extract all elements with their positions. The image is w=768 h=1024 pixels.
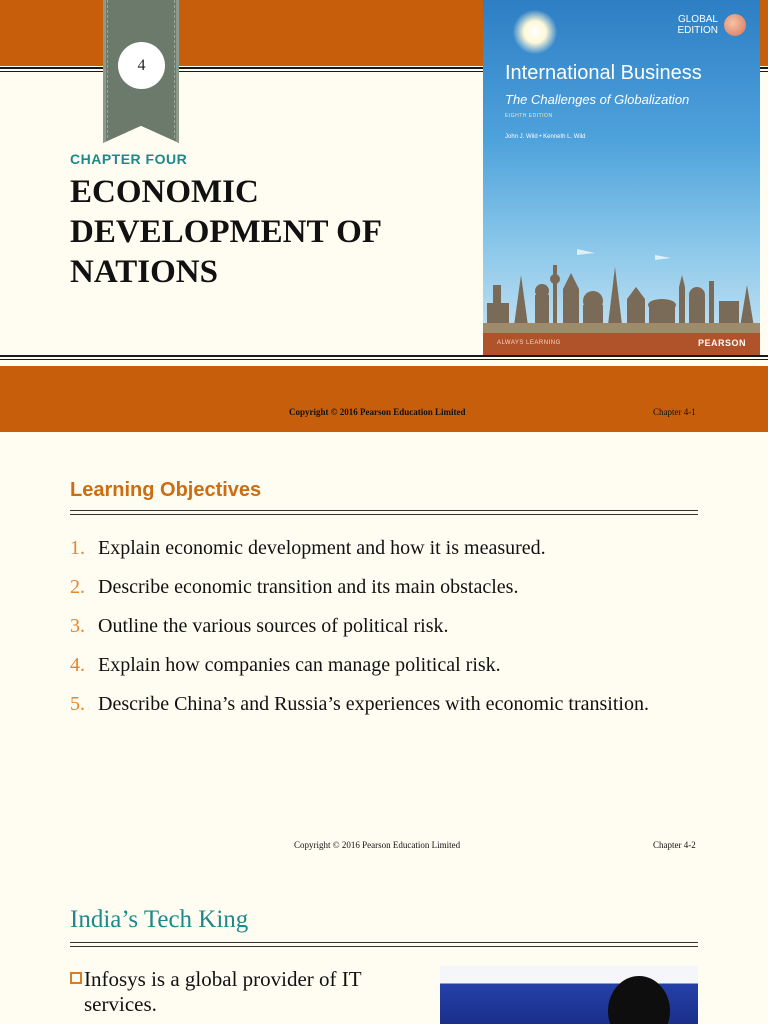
chapter-title	[70, 172, 470, 292]
copyright-text: Copyright © 2016 Pearson Education Limited	[289, 407, 466, 417]
book-cover-image	[483, 0, 760, 355]
publisher-logo: PEARSON	[697, 338, 746, 348]
list-number: 3.	[70, 615, 85, 637]
title-underline	[70, 942, 698, 947]
list-number: 5.	[70, 693, 85, 715]
chapter-label: CHAPTER FOUR	[70, 151, 188, 167]
list-item	[70, 653, 700, 677]
list-number: 4.	[70, 654, 85, 676]
list-item	[70, 614, 700, 638]
cover-edition-badge	[677, 14, 718, 36]
divider	[0, 355, 768, 360]
chapter-number-badge	[118, 42, 165, 89]
person-photo	[440, 966, 698, 1024]
cover-title: International Business	[505, 62, 702, 84]
cover-authors: John J. Wild • Kenneth L. Wild	[505, 134, 586, 140]
list-text: Describe economic transition and its main obstacles.	[98, 576, 519, 598]
landmarks-skyline-illustration	[483, 245, 760, 333]
chapter-title-line: DEVELOPMENT OF	[70, 214, 383, 250]
globe-icon	[724, 14, 746, 36]
bullet-text: Infosys is a global provider of IT services.	[84, 967, 362, 1016]
cover-footer	[483, 333, 760, 355]
slide-number: Chapter 4-1	[653, 407, 696, 417]
sun-graphic	[513, 10, 557, 54]
cover-tagline: ALWAYS LEARNING	[497, 340, 561, 346]
list-text: Outline the various sources of political risk.	[98, 615, 449, 637]
cover-badge-line: GLOBAL	[677, 14, 718, 25]
bullet-item	[70, 967, 410, 1017]
list-item	[70, 575, 700, 599]
slide-number: Chapter 4-2	[653, 840, 696, 850]
cover-subtitle: The Challenges of Globalization	[505, 92, 690, 107]
title-underline	[70, 510, 698, 515]
list-text: Explain economic development and how it is measured.	[98, 537, 546, 559]
list-item	[70, 536, 700, 560]
chapter-title-line: ECONOMIC	[70, 174, 259, 210]
list-item	[70, 692, 700, 716]
cover-edition: EIGHTH EDITION	[505, 113, 553, 119]
checkbox-bullet-icon	[70, 972, 82, 984]
list-number: 1.	[70, 537, 85, 559]
list-number: 2.	[70, 576, 85, 598]
chapter-number: 4	[137, 56, 146, 74]
objectives-list	[70, 536, 700, 731]
bottom-banner	[0, 366, 768, 432]
copyright-text: Copyright © 2016 Pearson Education Limited	[294, 840, 461, 850]
list-text: Explain how companies can manage political risk.	[98, 654, 501, 676]
slide-title: Learning Objectives	[70, 479, 262, 501]
slide-title: India’s Tech King	[70, 906, 249, 933]
chapter-title-line: NATIONS	[70, 254, 218, 290]
list-text: Describe China’s and Russia’s experiences with economic transition.	[98, 693, 649, 715]
cover-badge-line: EDITION	[677, 25, 718, 36]
